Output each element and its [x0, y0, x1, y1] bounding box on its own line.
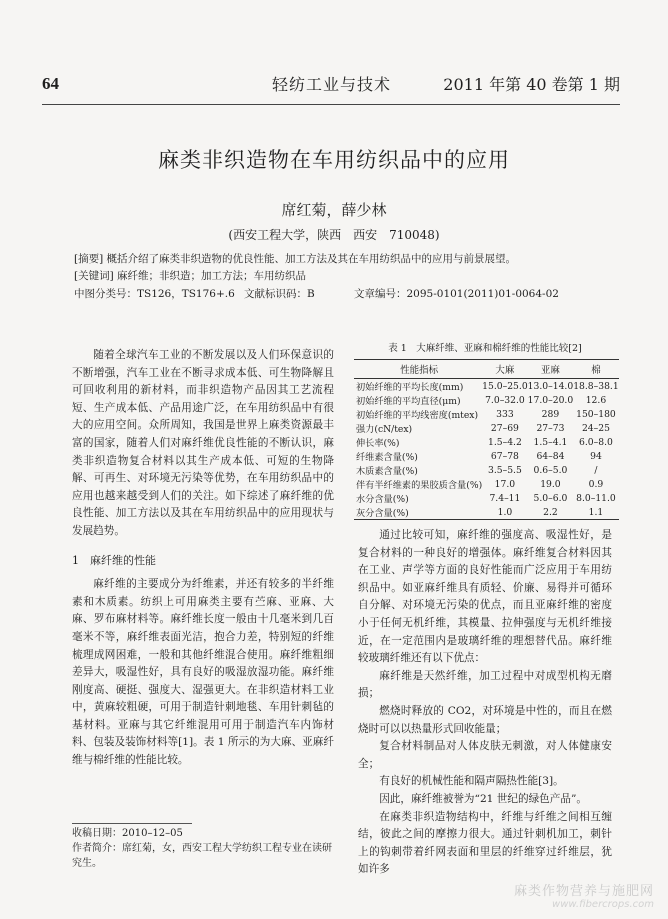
author-affiliation: (西安工程大学，陕西 西安 710048) [228, 228, 440, 242]
property-name-cell: 纤维素含量(%) [356, 452, 418, 463]
section-heading: 1 麻纤维的性能 [72, 553, 156, 567]
watermark [514, 880, 654, 910]
body-paragraph: 有良好的机械性能和隔声隔热性能[3]。 [379, 775, 564, 788]
value-cell: 3.5–5.5 [488, 464, 522, 476]
value-cell: 0.6–5.0 [533, 464, 568, 476]
table-header-row [354, 360, 619, 379]
value-cell: 13.0–14.0 [527, 380, 574, 392]
table-row [354, 477, 619, 491]
body-paragraph: 麻纤维是天然纤维，加工过程中对成型机构无磨损； [358, 669, 612, 700]
document-code: 文献标识码：B [244, 288, 315, 300]
table-row [354, 463, 619, 477]
property-name-cell: 伴有半纤维素的果胶质含量(%) [356, 480, 483, 491]
value-cell: 333 [496, 408, 514, 420]
property-name-cell: 灰分含量(%) [354, 505, 482, 520]
value-cell: 150–180 [576, 408, 616, 420]
value-cell: 27–73 [536, 422, 565, 434]
footnote [72, 826, 338, 871]
table-row [354, 505, 619, 520]
page-number: 64 [42, 74, 59, 93]
intro-paragraph: 随着全球汽车工业的不断发展以及人们环保意识的不断增强，汽车工业在不断寻求成本低、可生物降解且可回收利用的新材料，而非织造物产品因其工艺流程短、生产成本低、产品用途广泛，在车用纺织品中有很大的应用空间。众所周知，我国是世界上麻类资源最丰富的国家，随着人们对麻纤维优良性能的不断认识，麻类非织造物复合材料以其生产成本低、可短的生物降解、可再生、对环境无污染等优势，在车用纺织品中的应用也越来越受到人们的关注。如下综述了麻纤维的优良性能、加工方法以及其在车用纺织品中的应用现状与发展趋势。 [72, 349, 334, 537]
value-cell: / [594, 464, 598, 476]
watermark-text: 麻类作物营养与施肥网 [513, 884, 654, 899]
value-cell: 7.4–11 [489, 492, 521, 504]
value-cell: 24–25 [581, 422, 610, 434]
value-cell: 19.0 [540, 478, 561, 490]
table-caption: 表 1 大麻纤维、亚麻和棉纤维的性能比较[2] [388, 343, 582, 354]
column-header: 棉 [573, 360, 619, 379]
property-name-cell: 初始纤维的平均长度(mm) [356, 382, 464, 393]
column-header: 大麻 [482, 360, 528, 379]
value-cell: 7.0–32.0 [485, 394, 525, 406]
property-name-cell: 木质素含量(%) [356, 466, 418, 477]
table-row [354, 491, 619, 505]
column-header: 亚麻 [528, 360, 574, 379]
right-column [358, 527, 612, 879]
column-header: 性能指标 [354, 360, 482, 379]
value-cell: 1.5–4.1 [533, 436, 568, 448]
journal-name: 轻纺工业与技术 [272, 75, 392, 94]
value-cell: 18.8–38.1 [573, 380, 619, 392]
abstract: [摘要] 概括介绍了麻类非织造物的优良性能、加工方法及其在车用纺织品中的应用与前景展望。 [74, 253, 517, 265]
article-title: 麻类非织造物在车用纺织品中的应用 [158, 148, 510, 172]
table-row [354, 393, 619, 407]
author-bio: 作者简介：席红菊，女，西安工程大学纺织工程专业在读研究生。 [72, 843, 332, 869]
property-name-cell: 伸长率(%) [356, 438, 400, 449]
footnote-divider [72, 823, 192, 824]
property-name-cell: 水分含量(%) [356, 494, 409, 505]
value-cell: 5.0–6.0 [533, 492, 568, 504]
issue-info: 2011 年第 40 卷第 1 期 [443, 75, 620, 94]
body-paragraph: 燃烧时释放的 CO2，对环境是中性的，而且在燃烧时可以以热量形式回收能量； [358, 704, 612, 735]
article-number: 文章编号：2095-0101(2011)01-0064-02 [354, 288, 559, 300]
value-cell: 64–84 [536, 450, 565, 462]
running-header [42, 70, 620, 96]
value-cell: 17.0–20.0 [527, 394, 574, 406]
property-name-cell: 初始纤维的平均直径(μm) [356, 396, 461, 407]
value-cell: 1.0 [482, 505, 528, 520]
clc-number: 中图分类号：TS126，TS176+.6 [74, 288, 235, 300]
body-paragraph: 因此，麻纤维被誉为“21 世纪的绿色产品”。 [379, 792, 587, 805]
value-cell: 0.9 [588, 478, 604, 490]
value-cell: 15.0–25.0 [482, 380, 528, 392]
value-cell: 289 [541, 408, 560, 420]
left-column [72, 347, 334, 770]
article-authors: 席红菊，薛少林 [281, 201, 387, 219]
body-paragraph: 通过比较可知，麻纤维的强度高、吸湿性好，是复合材料的一种良好的增强体。麻纤维复合材料因其在工业、声学等方面的良好性能而广泛应用于车用纺织品中。如亚麻纤维具有质轻、价廉、易得并可循环自分解、对环境无污染的优点，而且亚麻纤维的密度小于任何无机纤维，其模量、拉伸强度与无机纤维接近，在一定范围内是玻璃纤维的理想替代品。麻纤维较玻璃纤维还有以下优点： [358, 529, 612, 665]
keywords: [关键词] 麻纤维；非织造；加工方法；车用纺织品 [74, 270, 307, 282]
value-cell: 6.0–8.0 [579, 436, 613, 448]
table-row [354, 435, 619, 449]
value-cell: 8.0–11.0 [576, 492, 616, 504]
table-row [354, 421, 619, 435]
value-cell: 1.5–4.2 [488, 436, 522, 448]
value-cell: 94 [590, 450, 602, 462]
value-cell: 17.0 [494, 478, 516, 490]
table-row [354, 407, 619, 421]
body-paragraph: 在麻类非织造物结构中，纤维与纤维之间相互缠结，彼此之间的摩擦力很大。通过针刺机加工，刺针上的钩刺带着纤网表面和里层的纤维穿过纤维层，犹如许多 [358, 810, 612, 876]
value-cell: 12.6 [585, 394, 607, 406]
table-row [354, 379, 619, 394]
watermark-url: www.fibercrops.com [552, 899, 654, 910]
property-name-cell: 初始纤维的平均线密度(mtex) [356, 410, 479, 421]
property-table [354, 340, 619, 520]
section-paragraph: 麻纤维的主要成分为纤维素，并还有较多的半纤维素和木质素。纺织上可用麻类主要有苎麻、亚麻、大麻、罗布麻材料等。麻纤维长度一般由十几毫米到几百毫米不等，麻纤维表面光洁，抱合力差，特别短的纤维梳理成网困难，一般和其他纤维混合使用。麻纤维粗细差异大，吸湿性好，具有良好的吸湿放湿功能。麻纤维刚度高、硬挺、强度大、湿强更大。在非织造材料工业中，黄麻较粗硬，可用于制造针刺地毯、车用针刺毡的基材料。亚麻与其它纤维混用可用于制造汽车内饰材料、包装及装饰材料等[1]。表 1 所示的为大麻、亚麻纤维与棉纤维的性能比较。 [72, 578, 334, 767]
property-name-cell: 强力(cN/tex) [356, 424, 413, 435]
value-cell: 27–69 [490, 422, 519, 434]
value-cell: 2.2 [528, 505, 574, 520]
header-divider [42, 104, 620, 105]
table-row [354, 449, 619, 463]
value-cell: 67–78 [490, 450, 519, 462]
body-paragraph: 复合材料制品对人体皮肤无刺激，对人体健康安全； [358, 740, 612, 770]
received-date: 收稿日期：2010–12–05 [72, 828, 183, 839]
value-cell: 1.1 [573, 505, 619, 520]
